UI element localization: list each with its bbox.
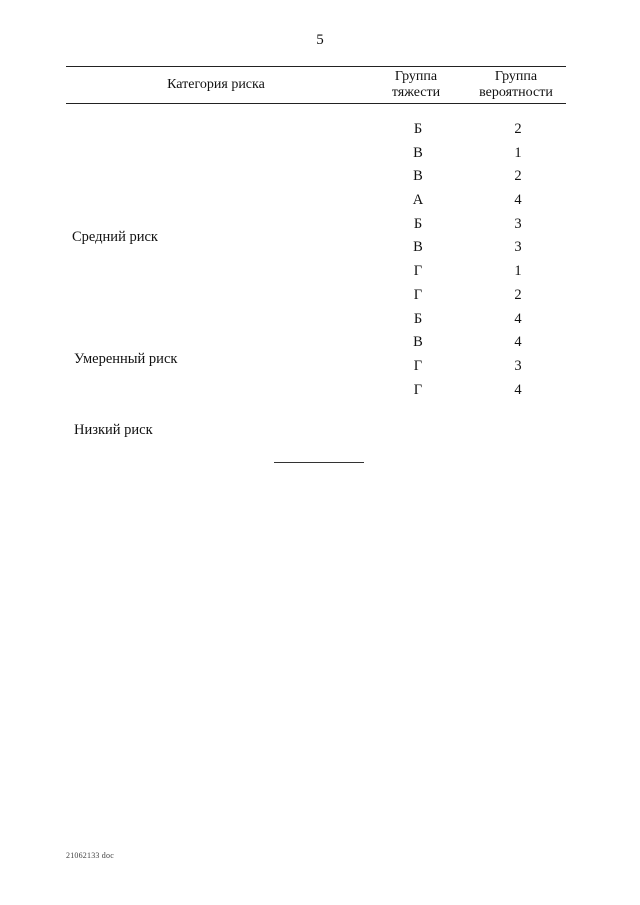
end-of-table-rule (274, 462, 364, 463)
severity-cell: Б (413, 121, 423, 137)
category-low-risk: Низкий риск (74, 422, 153, 438)
probability-cell: 4 (514, 381, 522, 398)
header-severity (376, 69, 456, 101)
probability-cell: 4 (514, 334, 522, 351)
probability-cell: 2 (514, 286, 522, 303)
probability-cell: 2 (514, 168, 522, 185)
severity-cell: Б (413, 215, 423, 232)
probability-cell: 1 (514, 144, 522, 161)
probability-cell: 3 (514, 239, 522, 256)
severity-cell: Б (413, 310, 423, 327)
probability-cell: 4 (514, 192, 522, 209)
header-probability (468, 69, 564, 101)
header-severity-line2: тяжести (391, 85, 441, 100)
probability-column (470, 117, 566, 401)
category-medium-risk: Средний риск (72, 229, 158, 245)
severity-cell: А (412, 192, 424, 209)
severity-cell: Г (413, 286, 423, 303)
severity-column (380, 117, 456, 401)
header-probability-line1: Группа (494, 69, 538, 84)
severity-cell: Г (413, 357, 423, 374)
probability-cell: 2 (514, 121, 522, 137)
footer-doc-id: 21062133 doc (66, 851, 114, 860)
table-body (66, 104, 566, 438)
severity-cell: Г (413, 263, 423, 280)
risk-table (66, 66, 566, 438)
table-header (66, 67, 566, 103)
severity-cell: В (413, 144, 423, 161)
severity-cell: В (413, 334, 423, 351)
page-number: 5 (316, 32, 324, 48)
header-severity-line1: Группа (394, 69, 438, 84)
header-probability-line2: вероятности (479, 85, 553, 100)
probability-cell: 3 (514, 357, 522, 374)
probability-cell: 3 (514, 215, 522, 232)
probability-cell: 4 (514, 310, 522, 327)
severity-cell: Г (413, 381, 423, 398)
probability-cell: 1 (514, 263, 522, 280)
severity-cell: В (413, 168, 423, 185)
severity-cell: В (413, 239, 423, 256)
category-moderate-risk: Умеренный риск (74, 351, 178, 367)
header-category: Категория риска (167, 77, 265, 92)
